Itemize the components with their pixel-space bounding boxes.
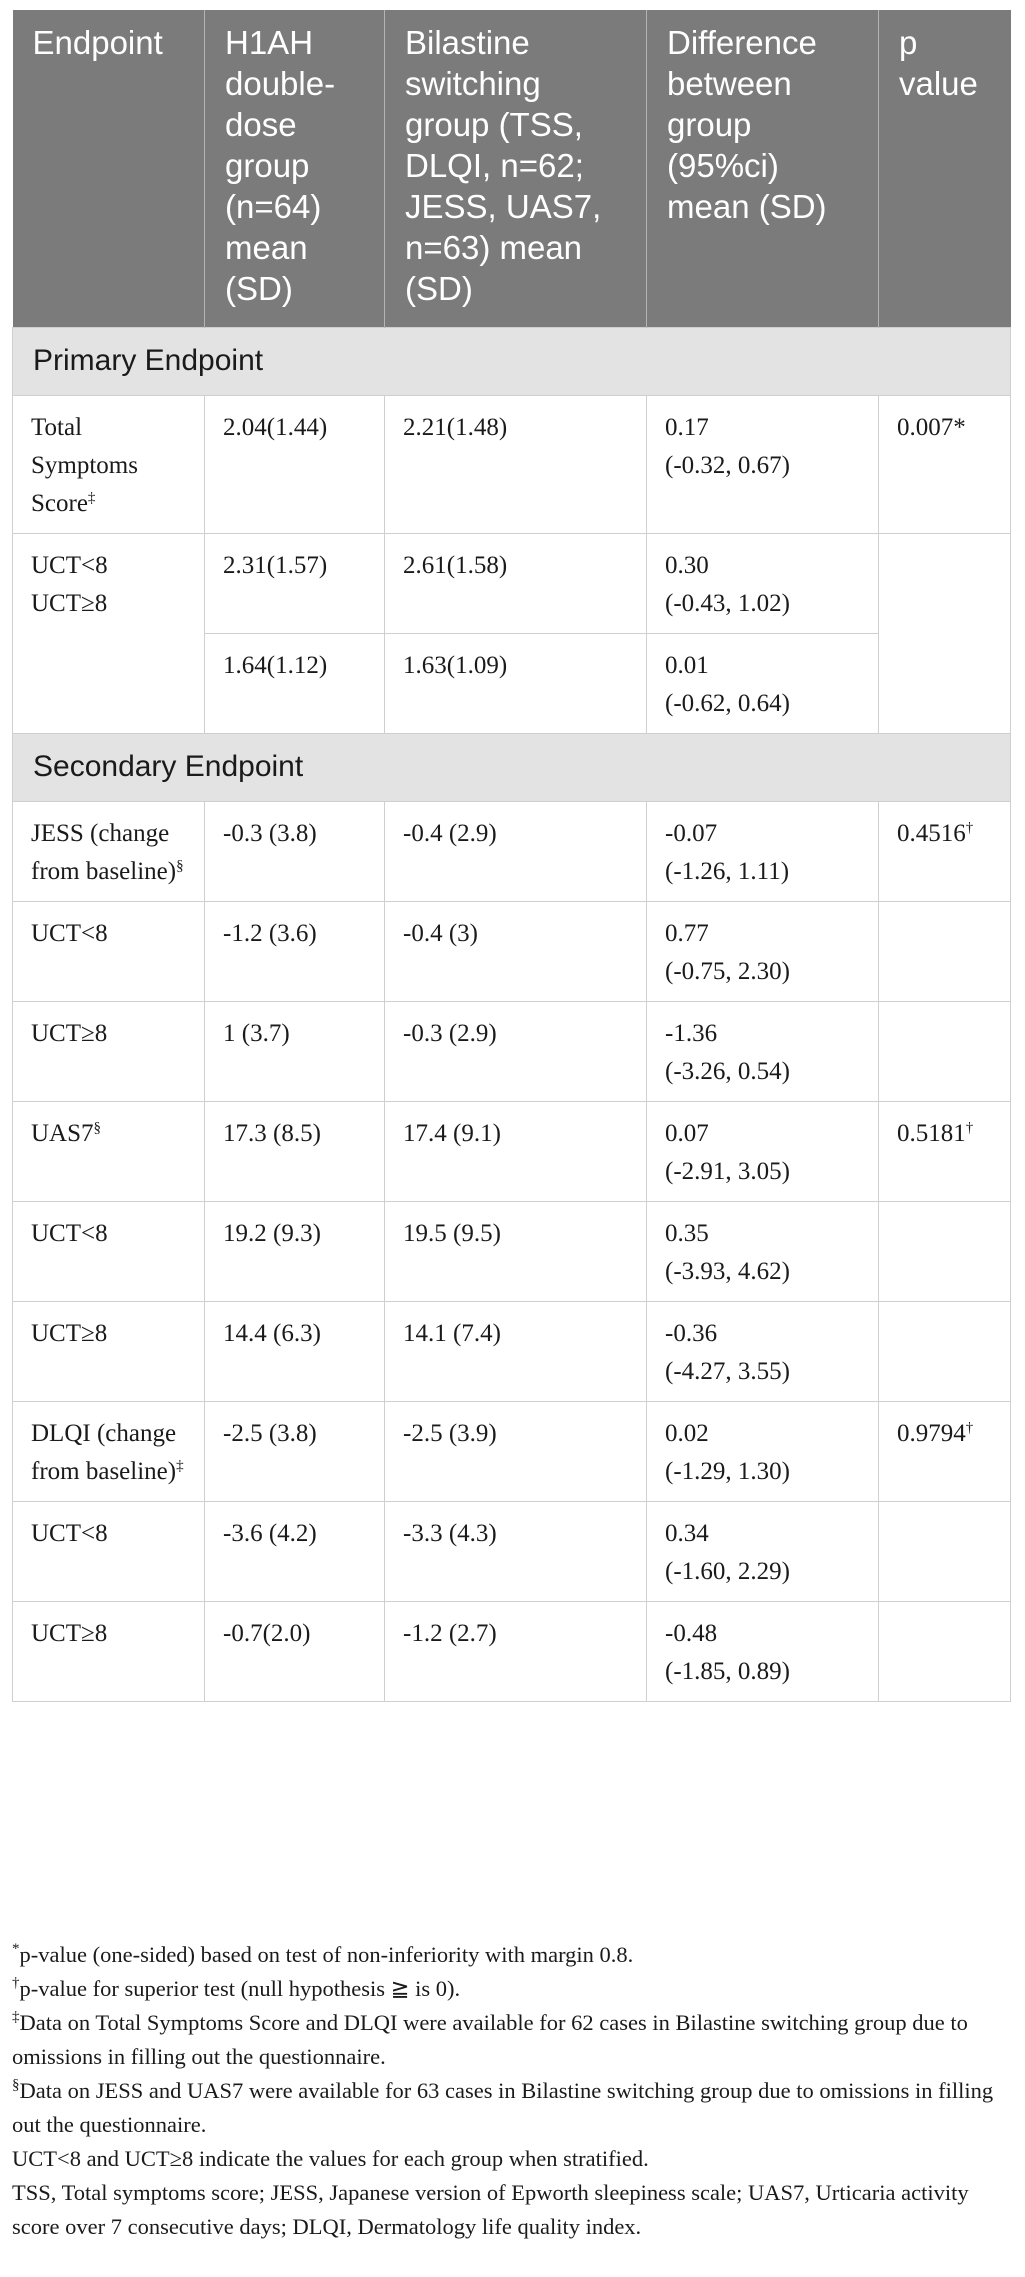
table-row: [13, 1102, 1011, 1202]
p-value-cell: [879, 1502, 1011, 1602]
footnote-mark: †: [965, 1120, 974, 1136]
table-row: [13, 1602, 1011, 1702]
p-value-cell: [879, 902, 1011, 1002]
difference-cell: [647, 1102, 879, 1202]
footnote: [12, 1938, 1017, 1972]
difference-cell: [647, 1302, 879, 1402]
h1ah-value: 1.64(1.12): [223, 652, 328, 679]
header-difference: Difference between group (95%ci) mean (SD): [647, 10, 879, 328]
bilastine-value: -0.4 (2.9): [403, 820, 497, 847]
endpoint-label: UCT≥8: [31, 1620, 108, 1647]
footnote: [12, 2142, 1017, 2176]
h1ah-cell: [205, 1502, 385, 1602]
endpoint-label: UCT≥8: [31, 1320, 108, 1347]
bilastine-cell: [385, 1302, 647, 1402]
bilastine-value: 17.4 (9.1): [403, 1120, 501, 1147]
endpoint-label: UCT<8: [31, 920, 108, 947]
footnote-text: TSS, Total symptoms score; JESS, Japanese version of Epworth sleepiness scale; UAS7, Urticaria activity score over 7 consecutive days; DLQI, Dermatology life quality index.: [12, 2180, 969, 2239]
h1ah-cell: [205, 1002, 385, 1102]
section-row-primary: [13, 328, 1011, 396]
h1ah-value: 14.4 (6.3): [223, 1320, 321, 1347]
h1ah-cell: [205, 902, 385, 1002]
difference-value: 0.01 (-0.62, 0.64): [665, 652, 790, 717]
p-value-cell: [879, 1202, 1011, 1302]
header-p-value: p value: [879, 10, 1011, 328]
bilastine-cell: [385, 1202, 647, 1302]
section-title-secondary: Secondary Endpoint: [13, 734, 1011, 802]
bilastine-cell: [385, 396, 647, 534]
section-title-primary: Primary Endpoint: [13, 328, 1011, 396]
table-row: [13, 902, 1011, 1002]
footnote-mark: †: [12, 1975, 20, 1991]
h1ah-value: 19.2 (9.3): [223, 1220, 321, 1247]
bilastine-cell: [385, 1402, 647, 1502]
endpoint-cell: [13, 1602, 205, 1702]
difference-value: 0.30 (-0.43, 1.02): [665, 552, 790, 617]
table-row: [13, 1202, 1011, 1302]
endpoint-cell: [13, 534, 205, 734]
p-value: 0.5181: [897, 1120, 966, 1147]
table-row: [13, 1402, 1011, 1502]
footnote-mark: ‡: [87, 490, 96, 506]
difference-cell: [647, 1002, 879, 1102]
h1ah-cell: [205, 634, 385, 734]
difference-cell: [647, 534, 879, 634]
p-value-cell: [879, 1402, 1011, 1502]
h1ah-cell: [205, 802, 385, 902]
difference-value: 0.77 (-0.75, 2.30): [665, 920, 790, 985]
p-value-cell: [879, 1602, 1011, 1702]
difference-cell: [647, 902, 879, 1002]
footnote: [12, 1972, 1017, 2006]
h1ah-cell: [205, 1302, 385, 1402]
bilastine-cell: [385, 1602, 647, 1702]
footnote-mark: †: [965, 820, 974, 836]
h1ah-cell: [205, 1202, 385, 1302]
bilastine-value: -0.3 (2.9): [403, 1020, 497, 1047]
table-row: [13, 1502, 1011, 1602]
bilastine-cell: [385, 902, 647, 1002]
p-value-cell: [879, 802, 1011, 902]
table-row: [13, 1302, 1011, 1402]
endpoint-label: DLQI (change from baseline): [31, 1420, 177, 1485]
difference-cell: [647, 802, 879, 902]
section-row-secondary: [13, 734, 1011, 802]
difference-cell: [647, 1502, 879, 1602]
endpoint-cell: [13, 902, 205, 1002]
endpoint-cell: [13, 1302, 205, 1402]
footnote: [12, 2074, 1017, 2142]
header-bilastine-group: Bilastine switching group (TSS, DLQI, n=62; JESS, UAS7, n=63) mean (SD): [385, 10, 647, 328]
table-row: [13, 1002, 1011, 1102]
footnote: [12, 2176, 1017, 2244]
p-value-cell: [879, 534, 1011, 734]
bilastine-value: 2.61(1.58): [403, 552, 508, 579]
difference-value: 0.35 (-3.93, 4.62): [665, 1220, 790, 1285]
p-value: 0.007*: [897, 414, 966, 441]
difference-value: 0.34 (-1.60, 2.29): [665, 1520, 790, 1585]
footnote: [12, 2006, 1017, 2074]
endpoint-cell: [13, 1002, 205, 1102]
h1ah-value: 1 (3.7): [223, 1020, 290, 1047]
p-value-cell: [879, 1302, 1011, 1402]
h1ah-cell: [205, 1402, 385, 1502]
table-row: [13, 534, 1011, 634]
endpoint-label: UCT≥8: [31, 1020, 108, 1047]
h1ah-cell: [205, 534, 385, 634]
endpoint-cell: [13, 1402, 205, 1502]
endpoint-label: UCT<8: [31, 1220, 108, 1247]
footnote-mark: ‡: [12, 2009, 20, 2025]
header-h1ah-group: H1AH double-dose group (n=64) mean (SD): [205, 10, 385, 328]
bilastine-cell: [385, 634, 647, 734]
bilastine-cell: [385, 1002, 647, 1102]
difference-cell: [647, 1202, 879, 1302]
h1ah-value: 2.04(1.44): [223, 414, 328, 441]
footnote-mark: †: [965, 1420, 974, 1436]
difference-value: 0.17 (-0.32, 0.67): [665, 414, 790, 479]
header-endpoint: Endpoint: [13, 10, 205, 328]
footnote-mark: §: [176, 858, 184, 874]
table-header-row: [13, 10, 1011, 328]
bilastine-value: 1.63(1.09): [403, 652, 508, 679]
footnote-mark: ‡: [176, 1458, 184, 1474]
table-row: [13, 396, 1011, 534]
h1ah-value: -1.2 (3.6): [223, 920, 317, 947]
footnote-mark: §: [12, 2077, 20, 2093]
bilastine-value: 2.21(1.48): [403, 414, 508, 441]
difference-value: 0.07 (-2.91, 3.05): [665, 1120, 790, 1185]
results-table: [12, 10, 1011, 1702]
footnote-text: Data on JESS and UAS7 were available for 63 cases in Bilastine switching group due to omissions in filling out the questionnaire.: [12, 2078, 994, 2137]
h1ah-value: 2.31(1.57): [223, 552, 328, 579]
bilastine-cell: [385, 802, 647, 902]
difference-cell: [647, 1402, 879, 1502]
p-value: 0.9794: [897, 1420, 966, 1447]
footnote-text: p-value for superior test (null hypothesis ≧ is 0).: [19, 1976, 461, 2001]
bilastine-value: -1.2 (2.7): [403, 1620, 497, 1647]
h1ah-cell: [205, 1102, 385, 1202]
h1ah-value: -2.5 (3.8): [223, 1420, 317, 1447]
footnotes: [12, 1938, 1017, 2244]
endpoint-label: UCT<8: [31, 1520, 108, 1547]
h1ah-cell: [205, 396, 385, 534]
table-row: [13, 802, 1011, 902]
bilastine-value: 19.5 (9.5): [403, 1220, 501, 1247]
endpoint-label: UCT<8 UCT≥8: [31, 552, 108, 617]
h1ah-value: -3.6 (4.2): [223, 1520, 317, 1547]
p-value: 0.4516: [897, 820, 966, 847]
bilastine-cell: [385, 1502, 647, 1602]
bilastine-value: -3.3 (4.3): [403, 1520, 497, 1547]
difference-cell: [647, 1602, 879, 1702]
bilastine-value: 14.1 (7.4): [403, 1320, 501, 1347]
endpoint-label: UAS7: [31, 1120, 94, 1147]
difference-value: -0.48 (-1.85, 0.89): [665, 1620, 790, 1685]
bilastine-cell: [385, 534, 647, 634]
footnote-text: Data on Total Symptoms Score and DLQI were available for 62 cases in Bilastine switching group due to omissions in filling out the questionnaire.: [12, 2010, 968, 2069]
h1ah-value: -0.3 (3.8): [223, 820, 317, 847]
h1ah-value: -0.7(2.0): [223, 1620, 311, 1647]
p-value-cell: [879, 396, 1011, 534]
endpoint-cell: [13, 1202, 205, 1302]
bilastine-value: -2.5 (3.9): [403, 1420, 497, 1447]
difference-cell: [647, 634, 879, 734]
endpoint-cell: [13, 802, 205, 902]
endpoint-label: Total Symptoms Score: [31, 414, 138, 517]
difference-cell: [647, 396, 879, 534]
difference-value: -0.36 (-4.27, 3.55): [665, 1320, 790, 1385]
footnote-mark: §: [93, 1120, 102, 1136]
footnote-text: p-value (one-sided) based on test of non-inferiority with margin 0.8.: [19, 1942, 634, 1967]
difference-value: -1.36 (-3.26, 0.54): [665, 1020, 790, 1085]
endpoint-cell: [13, 396, 205, 534]
h1ah-value: 17.3 (8.5): [223, 1120, 321, 1147]
endpoint-cell: [13, 1102, 205, 1202]
endpoint-label: JESS (change from baseline): [31, 820, 177, 885]
p-value-cell: [879, 1002, 1011, 1102]
bilastine-cell: [385, 1102, 647, 1202]
difference-value: 0.02 (-1.29, 1.30): [665, 1420, 790, 1485]
footnote-mark: *: [12, 1941, 20, 1957]
bilastine-value: -0.4 (3): [403, 920, 478, 947]
p-value-cell: [879, 1102, 1011, 1202]
difference-value: -0.07 (-1.26, 1.11): [665, 820, 790, 885]
endpoint-cell: [13, 1502, 205, 1602]
h1ah-cell: [205, 1602, 385, 1702]
footnote-text: UCT<8 and UCT≥8 indicate the values for each group when stratified.: [12, 2146, 649, 2171]
